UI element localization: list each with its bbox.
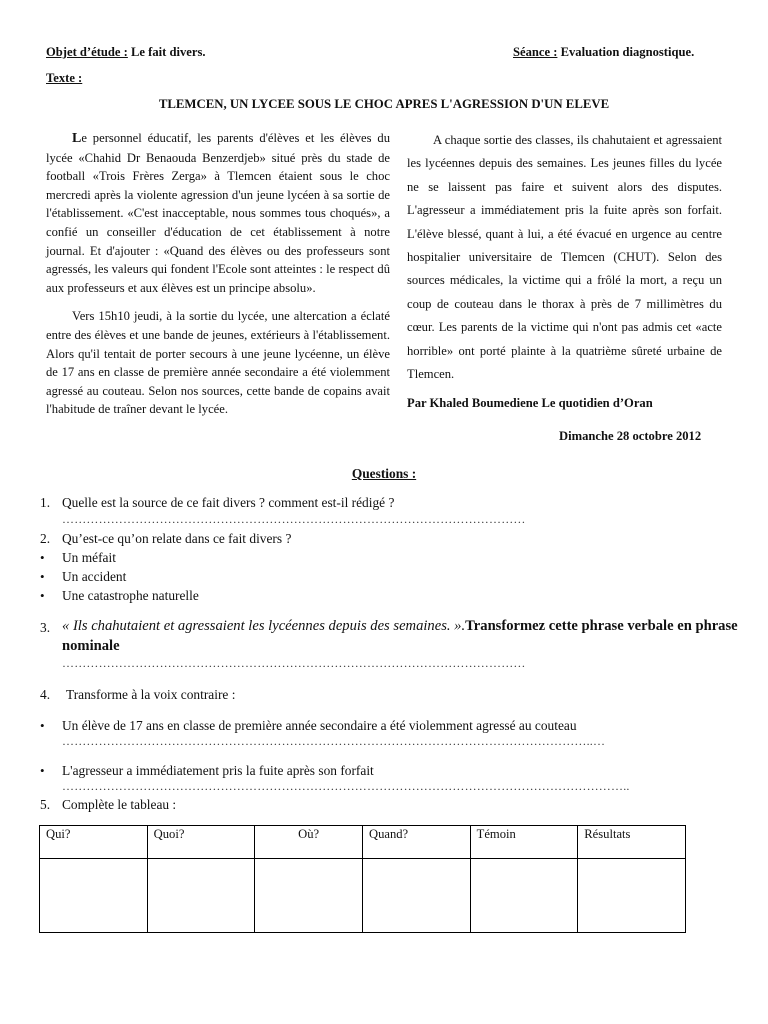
option-text: Un accident [62,569,127,584]
question-2-option [0,548,400,568]
question-4-number: 4. [40,687,51,702]
bullet: • [40,588,45,603]
sentence-text: L'agresseur a immédiatement pris la fuite après son forfait [62,763,374,778]
option-text: Un méfait [62,550,116,565]
table-answer-cell[interactable] [470,859,578,933]
questions-heading: Questions : [351,466,417,481]
question-4-sentence-2 [0,761,740,781]
question-3-number: 3. [40,620,51,635]
article-column-left [46,129,390,419]
question-3-instruction: Transformez cette phrase verbale en phrase nominale [62,618,738,654]
bullet: • [40,718,45,733]
question-1-answer-line[interactable]: …………………………………………………………………………………………………… [62,512,526,526]
table-answer-cell[interactable] [40,859,148,933]
article-author: Par Khaled Boumediene Le quotidien d’Oran [407,396,653,410]
question-4-sentence-1 [0,716,740,736]
fait-divers-table [39,825,686,933]
table-answer-cell[interactable] [578,859,686,933]
sentence-text: Un élève de 17 ans en classe de première année secondaire a été violemment agressé au couteau [62,718,577,733]
table-answer-cell[interactable] [255,859,363,933]
question-4-answer-line-2[interactable]: ………………………………………………………………………………………………………………………….. [62,779,630,793]
table-answer-row [40,859,686,933]
option-text: Une catastrophe naturelle [62,588,199,603]
texte-label: Texte : [46,71,83,85]
table-header-cell: Témoin [470,826,578,859]
table-answer-cell[interactable] [362,859,470,933]
bullet: • [40,569,45,584]
question-2-text: Qu’est-ce qu’on relate dans ce fait divers ? [62,531,292,546]
question-3-answer-line[interactable]: …………………………………………………………………………………………………… [62,656,526,670]
article-paragraph-2: Vers 15h10 jeudi, à la sortie du lycée, une altercation a éclaté entre des élèves et une bande de jeunes, extérieurs à l'établissement. Alors qu'il tentait de porter secours à une jeune lycéenne, un élève de 17 ans en classe de première année secondaire a été violemment agressé au couteau. Selon nos sources, cette bande de copains avait l'habitude de traîner devant le lycée. [46,309,390,417]
article-title: TLEMCEN, UN LYCEE SOUS LE CHOC APRES L'AGRESSION D'UN ELEVE [158,97,610,111]
question-3-text [62,617,742,656]
question-1-number: 1. [40,495,51,510]
article-paragraph-3: A chaque sortie des classes, ils chahutaient et agressaient les lycéennes depuis des semaines. Les jeunes filles du lycée ne se laissent pas faire et suivent alors des disputes. L'agresseur a immédiatement pris la fuite après son forfait. L'élève blessé, quant à lui, a été évacué en urgence au centre hospitalier universitaire de Tlemcen (CHUT). Selon des sources médicales, la victime qui a frôlé la mort, a reçu un coup de couteau dans le thorax à près de 7 millimètres du cœur. Les parents de la victime qui n'ont pas admis cet «acte horrible» ont porté plainte à la quatrième sûreté urbaine de Tlemcen. [407,133,722,382]
question-5-text: Complète le tableau : [62,797,177,812]
question-2-option [0,567,400,587]
table-header-row [40,826,686,859]
question-4-answer-line-1[interactable]: …………………………………………………………………………………………………………………..… [62,734,606,748]
article-column-right [407,129,722,386]
paragraph-1-text: e personnel éducatif, les parents d'élèves et les élèves du lycée «Chahid Dr Benaouda Benzerdjeb» situé près du stade de football «Trois Frères Zerga» à Tlemcen étaient sous le choc mercredi après la violente agression d'un jeune lycéen à sa sortie de l'établissement. «C'est inacceptable, nous sommes tous choqués», a confié un conseiller d'éducation de cet établissement à notre journal. Et d'ajouter : «Quand des élèves ou des professeurs sont agressés, les valeurs qui fondent l'Ecole sont atteintes : le respect dû aux professeurs et aux élèves est un principe absolu». [46,131,390,295]
question-3-quote: « Ils chahutaient et agressaient les lycéennes depuis des semaines. ». [62,618,466,634]
seance [513,43,694,62]
question-5-number: 5. [40,797,51,812]
objet-label: Objet d’étude : [46,45,128,59]
table-header-cell: Où? [255,826,363,859]
table-header-cell: Résultats [578,826,686,859]
question-2-option [0,586,400,606]
bullet: • [40,550,45,565]
seance-label: Séance : [513,45,558,59]
table-header-cell: Quoi? [147,826,255,859]
question-1-text: Quelle est la source de ce fait divers ? comment est-il rédigé ? [62,495,395,510]
question-2-number: 2. [40,531,51,546]
table-header-cell: Qui? [40,826,148,859]
objet-value: Le fait divers. [127,45,206,59]
question-4-text: Transforme à la voix contraire : [66,687,236,702]
table-answer-cell[interactable] [147,859,255,933]
objet-etude [46,43,206,62]
article-date: Dimanche 28 octobre 2012 [559,429,702,443]
article-paragraph-1 [46,129,390,297]
drop-initial: L [72,131,82,146]
bullet: • [40,763,45,778]
table-header-cell: Quand? [362,826,470,859]
seance-value: Evaluation diagnostique. [557,45,695,59]
